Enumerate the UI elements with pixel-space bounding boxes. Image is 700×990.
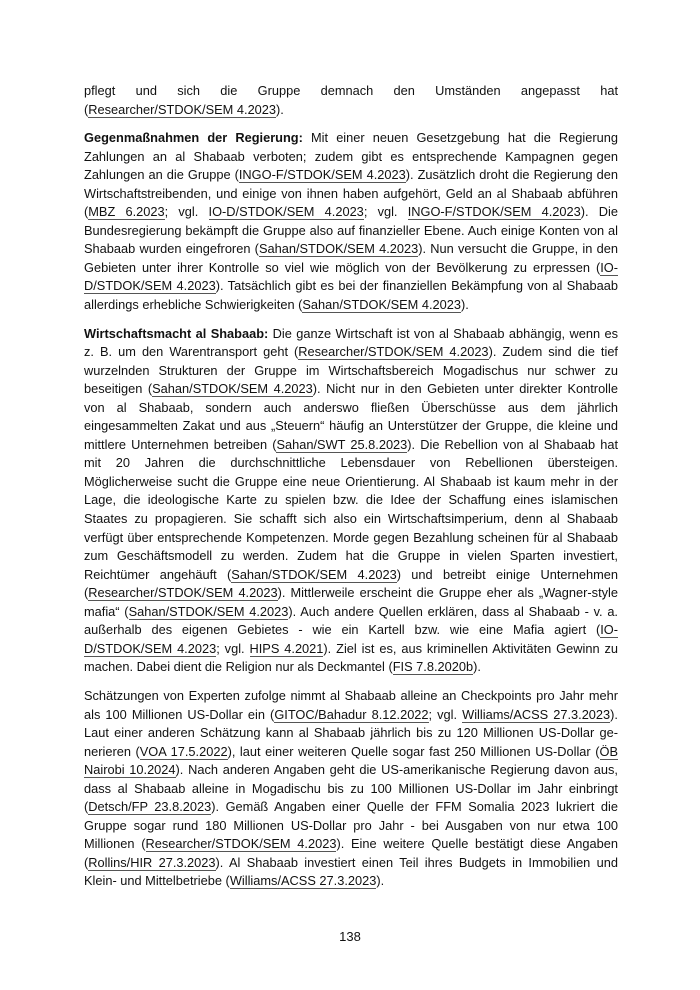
paragraph-text: ; vgl. — [216, 640, 250, 656]
paragraph — [84, 82, 618, 119]
paragraph-text: Die ganze Wirtschaft ist von al Shabaab abhängig, wenn es z. B. um den Warentransport geht ( — [84, 325, 618, 360]
paragraph-text: ). Zusätzlich droht die Regierung den Wirtschaftstreibenden, und einige von ihnen haben aufgehört, Geld an al Shabaab abführen ( — [84, 167, 618, 220]
source-reference-link[interactable]: INGO-F/STDOK/SEM 4.2023 — [407, 204, 581, 220]
source-reference-link[interactable]: Sahan/SWT 25.8.2023 — [276, 436, 408, 452]
source-reference-link[interactable]: Researcher/STDOK/SEM 4.2023 — [88, 585, 278, 601]
paragraph-text: ). Zudem sind die tief wurzelnden Strukturen der Gruppe im Wirtschaftsbereich Mogadischus nur schwer zu beseitigen ( — [84, 344, 618, 397]
source-reference-link[interactable]: IO-D/STDOK/SEM 4.2023 — [208, 204, 364, 220]
source-reference-link[interactable]: Williams/ACSS 27.3.2023 — [462, 706, 611, 722]
source-reference-link[interactable]: GITOC/Bahadur 8.12.2022 — [274, 706, 429, 722]
source-reference-link[interactable]: Researcher/STDOK/SEM 4.2023 — [145, 836, 337, 852]
source-reference-link[interactable]: Rollins/HIR 27.3.2023 — [88, 854, 216, 870]
paragraph-text: ). Auch andere Quellen erklären, dass al Shabaab - v. a. außerhalb des eigenen Gebietes - wie ein Kartell bzw. wie eine Mafia agiert ( — [84, 603, 618, 638]
source-reference-link[interactable]: IO-D/STDOK/SEM 4.2023 — [84, 259, 618, 294]
source-reference-link[interactable]: Sahan/STDOK/SEM 4.2023 — [231, 566, 397, 582]
source-reference-link[interactable]: Sahan/STDOK/SEM 4.2023 — [302, 297, 461, 313]
paragraph-heading: Wirtschaftsmacht al Shabaab: — [84, 325, 269, 341]
paragraph-text: ). — [276, 101, 284, 117]
source-reference-link[interactable]: FIS 7.8.2020b — [392, 659, 474, 675]
source-reference-link[interactable]: Sahan/STDOK/SEM 4.2023 — [128, 603, 289, 619]
source-reference-link[interactable]: Williams/ACSS 27.3.2023 — [229, 873, 377, 889]
paragraph-heading: Gegenmaßnahmen der Regierung: — [84, 130, 303, 146]
paragraph — [84, 687, 618, 891]
paragraph-text: ). Nach anderen Angaben geht die US-amerikanische Regierung davon aus, dass al Shabaab alleine in Mogadischu bis zu 100 Millionen US-Dollar im Jahr einbringt ( — [84, 762, 618, 815]
paragraph-text: ). Nun versucht die Gruppe, in den Gebieten unter ihrer Kontrolle so viel wie möglich von der Bevölkerung zu erpressen ( — [84, 241, 618, 275]
paragraph — [84, 129, 618, 314]
paragraph — [84, 325, 618, 677]
paragraph-text: ). Eine weitere Quelle bestätigt diese Angaben ( — [84, 836, 618, 870]
paragraph-text: ) und betreibt einige Unternehmen ( — [84, 566, 618, 601]
paragraph-text: ). — [473, 659, 481, 675]
paragraph-text: Mit einer neuen Gesetzgebung hat die Regierung Zahlungen an al Shabaab verboten; zudem gibt es entsprechende Kampagnen gegen Zahlungen an die Gruppe ( — [84, 130, 618, 183]
source-reference-link[interactable]: Detsch/FP 23.8.2023 — [88, 799, 212, 815]
source-reference-link[interactable]: Sahan/STDOK/SEM 4.2023 — [152, 381, 313, 397]
paragraph-text: pflegt und sich die Gruppe demnach den Umständen angepasst hat ( — [84, 83, 618, 117]
paragraph-text: ). Al Shabaab investiert einen Teil ihres Budgets in Immobilien und Klein- und Mittelbetriebe ( — [84, 854, 618, 889]
paragraph-text: ). Mittlerweile erscheint die Gruppe eher als „Wagner-style mafia“ ( — [84, 585, 618, 619]
paragraph-text: ). Ziel ist es, aus kriminellen Aktivitäten Gewinn zu machen. Dabei dient die Religion nur als Deckmantel ( — [84, 640, 618, 675]
paragraph-text: ). Nicht nur in den Gebieten unter direkter Kontrolle von al Shabaab, sondern auch anderswo fließen Überschüsse aus dem jährlich eingesammelten Zakat und aus „Steuern“ häufig an Unterstützer der Gruppe, die kleine und mittlere Unternehmen betreiben ( — [84, 381, 618, 452]
paragraph-text: ). Die Bundesregierung bekämpft die Gruppe also auf finanzieller Ebene. Auch einige Konten von al Shabaab wurden eingefroren ( — [84, 204, 618, 257]
source-reference-link[interactable]: INGO-F/STDOK/SEM 4.2023 — [238, 167, 406, 183]
source-reference-link[interactable]: VOA 17.5.2022 — [139, 743, 228, 759]
paragraph-text: ; vgl. — [363, 204, 408, 220]
paragraph-text: ). Tatsächlich gibt es bei der finanziellen Bekämpfung von al Shabaab allerdings erhebliche Schwierigkeiten ( — [84, 278, 618, 313]
source-reference-link[interactable]: ÖB Nairobi 10.2024 — [84, 743, 618, 778]
page-number: 138 — [339, 929, 361, 944]
paragraph-text: ). Die Rebellion von al Shabaab hat mit 20 Jahren die durchschnittliche Lebensdauer von Rebellionen übersteigen. Möglicherweise sucht die Gruppe eine neue Orientierung. Al Shabaab ist kaum mehr in der Lage, die ideologische Karte zu spielen bzw. die Idee der Schaffung eines islamischen Staates zu propagieren. Sie schafft sich also ein Wirtschaftsimperium, denn al Shabaab verfügt über entsprechende Kompetenzen. Morde gegen Bezahlung scheinen für al Shabaab zum Geschäftsmodell zu werden. Zudem hat die Gruppe in vielen Sparten investiert, Reichtümer angehäuft ( — [84, 436, 619, 582]
document-body — [84, 82, 618, 891]
paragraph-text: ). — [376, 873, 385, 889]
paragraph-text: Schätzungen von Experten zufolge nimmt al Shabaab alleine an Checkpoints pro Jahr mehr als 100 Millionen US-Dollar ein ( — [84, 687, 618, 722]
paragraph-text: ). Gemäß Angaben einer Quelle der FFM Somalia 2023 lukriert die Gruppe sogar rund 180 Millionen US-Dollar pro Jahr - bei Ausgaben von nur etwa 100 Millionen ( — [84, 799, 618, 852]
source-reference-link[interactable]: Researcher/STDOK/SEM 4.2023 — [298, 344, 489, 360]
source-reference-link[interactable]: Researcher/STDOK/SEM 4.2023 — [88, 101, 277, 117]
paragraph-text: ). Laut einer anderen Schätzung kann al Shabaab jährlich bis zu 120 Millionen US-Dollar generieren ( — [84, 706, 618, 759]
source-reference-link[interactable]: IO-D/STDOK/SEM 4.2023 — [84, 622, 618, 656]
paragraph-text: ), laut einer weiteren Quelle sogar fast 250 Millionen US-Dollar ( — [227, 743, 600, 759]
source-reference-link[interactable]: Sahan/STDOK/SEM 4.2023 — [258, 241, 419, 257]
paragraph-text: ; vgl. — [428, 706, 463, 722]
paragraph-text: ; vgl. — [164, 204, 209, 220]
paragraph-text: ). — [461, 297, 469, 313]
source-reference-link[interactable]: MBZ 6.2023 — [88, 204, 165, 220]
source-reference-link[interactable]: HIPS 4.2021 — [249, 640, 324, 656]
